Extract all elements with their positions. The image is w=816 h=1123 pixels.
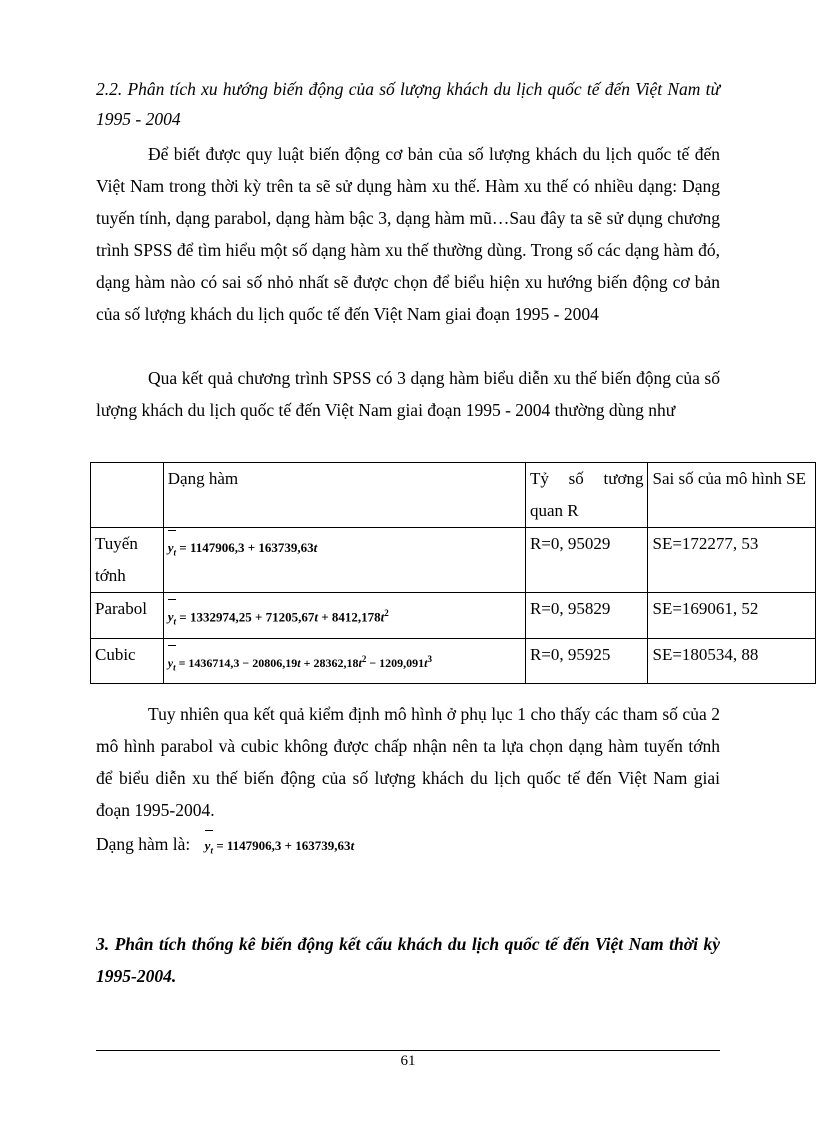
conclusion-paragraph: Tuy nhiên qua kết quả kiểm định mô hình ở phụ lục 1 cho thấy các tham số của 2 mô hình parabol và cubic không được chấp nhận nên ta lựa chọn dạng hàm tuyến tớnh để biểu diễn xu thế biến động của số lượng khách du lịch quốc tế đến Việt Nam giai đoạn 1995-2004. [96,704,720,820]
se-value-cell: SE=180534, 88 [648,638,816,683]
table-header-cell: Tỷ số tương quan R [525,463,648,528]
table-row [91,638,816,683]
model-name-cell: Tuyến tớnh [91,528,164,593]
cubic-formula: $y_t = 1436714,3 - 20806,19t + 28362,18t^2 - 1209,091t^3$ [168,643,432,683]
spss-paragraph: Qua kết quả chương trình SPSS có 3 dạng hàm biểu diễn xu thế biến động của số lượng khách du lịch quốc tế đến Việt Nam giai đoạn 1995 - 2004 thường dùng như [96,368,720,420]
table-header-cell: Dạng hàm [163,463,525,528]
r-value-cell: R=0, 95029 [525,528,648,593]
model-name-cell: Cubic [91,638,164,683]
page-number: 61 [400,1053,416,1069]
footer-divider [96,1050,720,1051]
table-header-cell [91,463,164,528]
section-3-heading: 3. Phân tích thống kê biến động kết cấu khách du lịch quốc tế đến Việt Nam thời kỳ 1995-2004. [96,934,720,986]
intro-paragraph: Để biết được quy luật biến động cơ bản của số lượng khách du lịch quốc tế đến Việt Nam trong thời kỳ trên ta sẽ sử dụng hàm xu thế. Hàm xu thế có nhiều dạng: Dạng tuyến tính, dạng parabol, dạng hàm bậc 3, dạng hàm mũ…Sau đây ta sẽ sử dụng chương trình SPSS để tìm hiểu một số dạng hàm xu thế thường dùng. Trong số các dạng hàm đó, dạng hàm nào có sai số nhỏ nhất sẽ được chọn để biểu hiện xu hướng biến động cơ bản của số lượng khách du lịch quốc tế đến Việt Nam giai đoạn 1995 - 2004 [96,144,720,324]
subsection-heading: 2.2. Phân tích xu hướng biến động của số lượng khách du lịch quốc tế đến Việt Nam từ 1995 - 2004 [96,79,720,129]
chosen-model-formula: $y_t = 1147906,3 + 163739,63t$ [205,838,355,853]
chosen-model-label: Dạng hàm là: [96,834,191,854]
r-value-cell: R=0, 95925 [525,638,648,683]
table-header-row [91,463,816,528]
chosen-model-line [96,830,354,865]
table-row [91,593,816,639]
se-value-cell: SE=172277, 53 [648,528,816,593]
formula-cell [163,593,525,639]
parabol-formula: $y_t = 1332974,25 + 71205,67t + 8412,178t^2$ [168,597,389,638]
table-header-cell: Sai số của mô hình SE [648,463,816,528]
model-name-cell: Parabol [91,593,164,639]
r-value-cell: R=0, 95829 [525,593,648,639]
trend-models-table [90,462,816,684]
linear-formula: $y_t = 1147906,3 + 163739,63t$ [168,532,318,569]
se-value-cell: SE=169061, 52 [648,593,816,639]
formula-cell [163,528,525,593]
table-row [91,528,816,593]
formula-cell [163,638,525,683]
